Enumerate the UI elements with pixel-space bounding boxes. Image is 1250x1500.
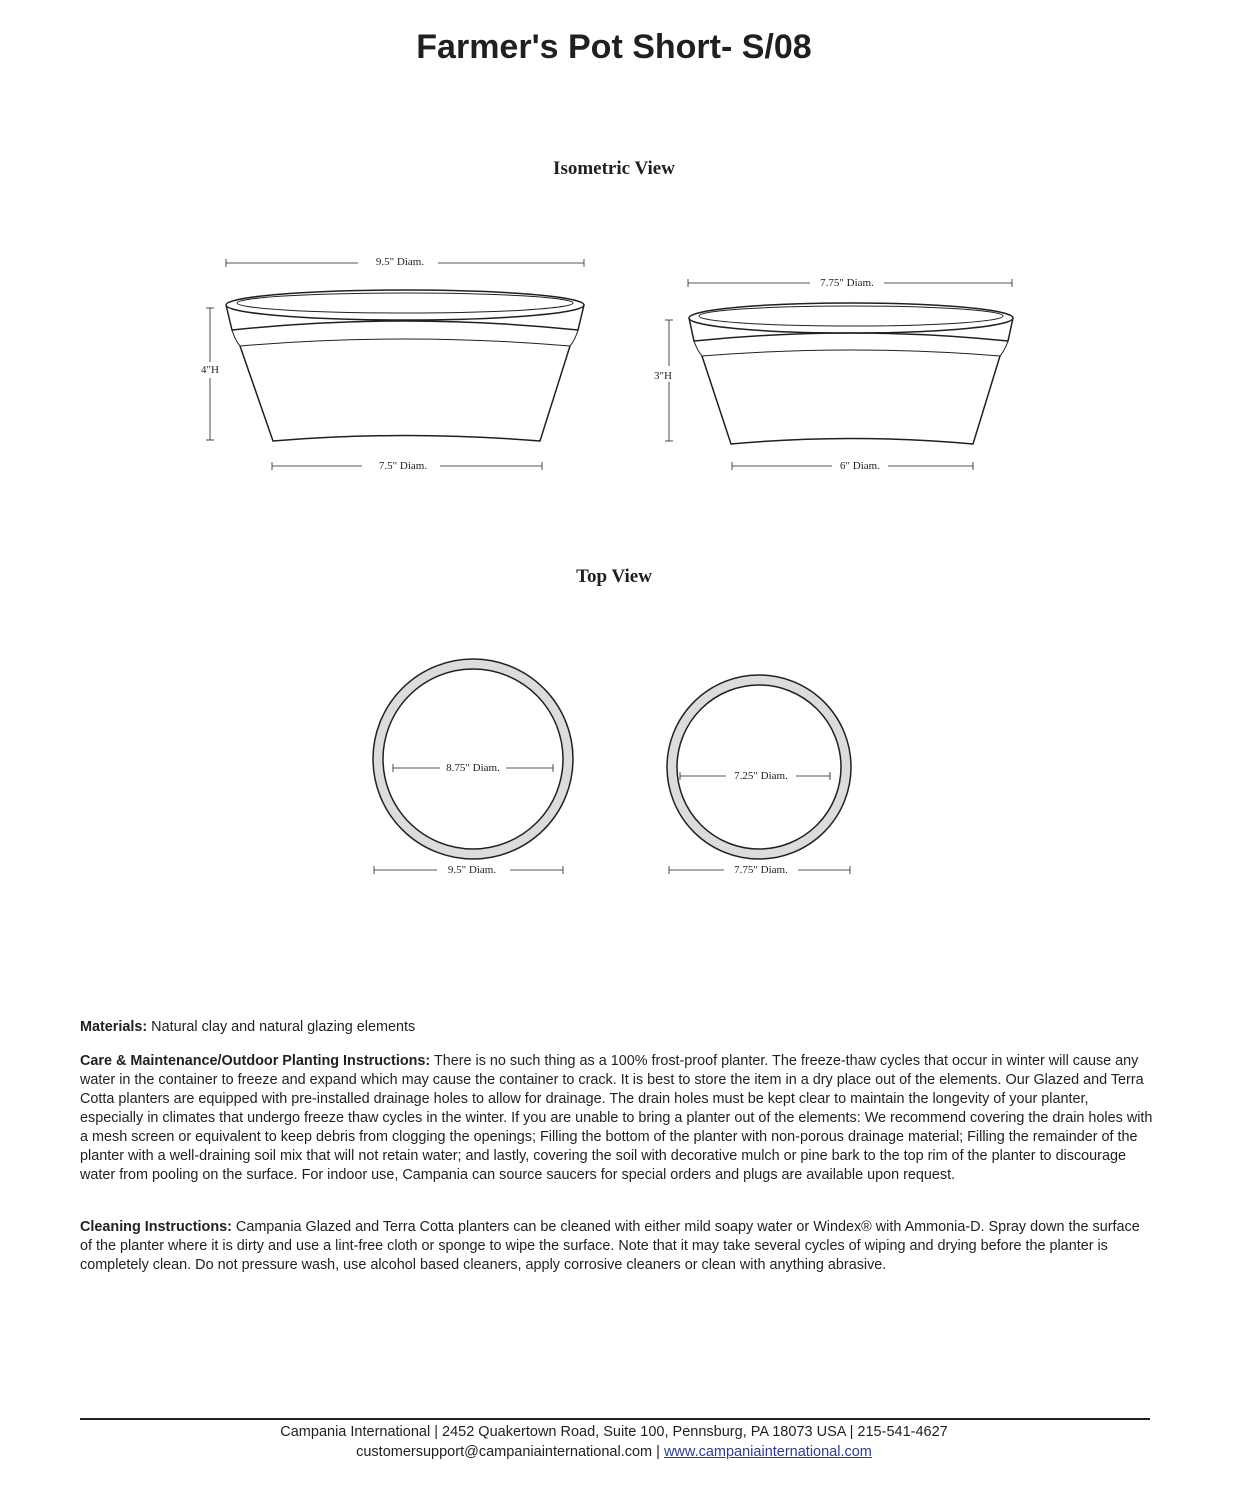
small-bottom-diam-label: 6" Diam. bbox=[840, 460, 880, 472]
cleaning-paragraph bbox=[80, 1218, 1155, 1275]
cleaning-text: Campania Glazed and Terra Cotta planters can be cleaned with either mild soapy water or Windex® with Ammonia-D. Spray down the surface of the planter where it is dirty and use a lint-free cloth or sponge to wipe the surface. Note that it may take several cycles of wiping and drying before the planter is completely clean. Do not pressure wash, use alcohol based cleaners, apply corrosive cleaners or clean with anything abrasive. bbox=[80, 1219, 1140, 1273]
small-height-label: 3"H bbox=[654, 370, 672, 382]
materials-label: Materials: bbox=[80, 1019, 148, 1035]
top-view-small-ring bbox=[667, 675, 851, 859]
large-pot-rim-outer bbox=[226, 290, 584, 320]
small-pot-rim-inner bbox=[699, 306, 1003, 326]
large-inner-diam-label: 8.75" Diam. bbox=[446, 762, 500, 774]
care-text: There is no such thing as a 100% frost-proof planter. The freeze-thaw cycles that occur in winter will cause any water in the container to freeze and expand which may cause the container to crack. It is best to store the item in a dry place out of the elements. Our Glazed and Terra Cotta planters are equipped with pre-installed drainage holes to allow for drainage. The drain holes must be kept clear to maintain the longevity of your planter, especially in climates that undergo freeze thaw cycles in the winter. If you are unable to bring a planter out of the elements: We recommend covering the drain holes with a mesh screen or equivalent to keep debris from clogging the openings; Filling the bottom of the planter with non-porous drainage material; Filling the remainder of the planter with a well-draining soil mix that will not retain water; and lastly, covering the soil with decorative mulch or pine bark to the top rim of the planter to discourage water from pooling on the surface. For indoor use, Campania can source saucers for special orders and plugs are available upon request. bbox=[80, 1053, 1153, 1183]
large-height-label: 4"H bbox=[201, 364, 219, 376]
large-pot-rim-band bbox=[226, 305, 584, 330]
cleaning-label: Cleaning Instructions: bbox=[80, 1219, 232, 1235]
materials-paragraph bbox=[80, 1018, 1155, 1037]
isometric-small-pot bbox=[689, 303, 1013, 444]
top-view-heading: Top View bbox=[576, 566, 652, 587]
large-ring-inner bbox=[383, 669, 563, 849]
page-title: Farmer's Pot Short- S/08 bbox=[416, 28, 812, 66]
footer-address: Campania International | 2452 Quakertown Road, Suite 100, Pennsburg, PA 18073 USA | 215-541-4627 bbox=[280, 1424, 948, 1440]
care-label: Care & Maintenance/Outdoor Planting Instructions: bbox=[80, 1053, 431, 1069]
top-view-large-ring bbox=[373, 659, 573, 859]
footer-divider bbox=[80, 1418, 1150, 1420]
website-link[interactable]: www.campaniainternational.com bbox=[663, 1444, 872, 1460]
footer-email: customersupport@campaniainternational.com bbox=[356, 1444, 653, 1460]
large-pot-shoulder bbox=[232, 330, 578, 346]
large-pot-body bbox=[240, 346, 570, 441]
small-top-diam-label: 7.75" Diam. bbox=[820, 277, 874, 289]
footer-separator: | bbox=[652, 1444, 664, 1460]
small-pot-rim-outer bbox=[689, 303, 1013, 333]
small-outer-diam-label: 7.75" Diam. bbox=[734, 864, 788, 876]
small-inner-diam-label: 7.25" Diam. bbox=[734, 770, 788, 782]
large-top-diam-label: 9.5" Diam. bbox=[375, 256, 425, 268]
isometric-large-pot bbox=[226, 290, 584, 441]
large-pot-rim-inner bbox=[237, 293, 573, 313]
small-pot-rim-band bbox=[689, 318, 1013, 341]
footer-contact bbox=[0, 1444, 1228, 1460]
isometric-small-dimensions bbox=[665, 279, 1012, 470]
small-ring-inner bbox=[677, 685, 841, 849]
materials-text: Natural clay and natural glazing elements bbox=[147, 1019, 416, 1035]
large-bottom-diam-label: 7.5" Diam. bbox=[378, 460, 428, 472]
care-paragraph bbox=[80, 1052, 1155, 1185]
small-pot-shoulder bbox=[694, 341, 1008, 356]
small-pot-body bbox=[702, 356, 1000, 444]
isometric-view-heading: Isometric View bbox=[553, 158, 675, 179]
large-outer-diam-label: 9.5" Diam. bbox=[447, 864, 497, 876]
